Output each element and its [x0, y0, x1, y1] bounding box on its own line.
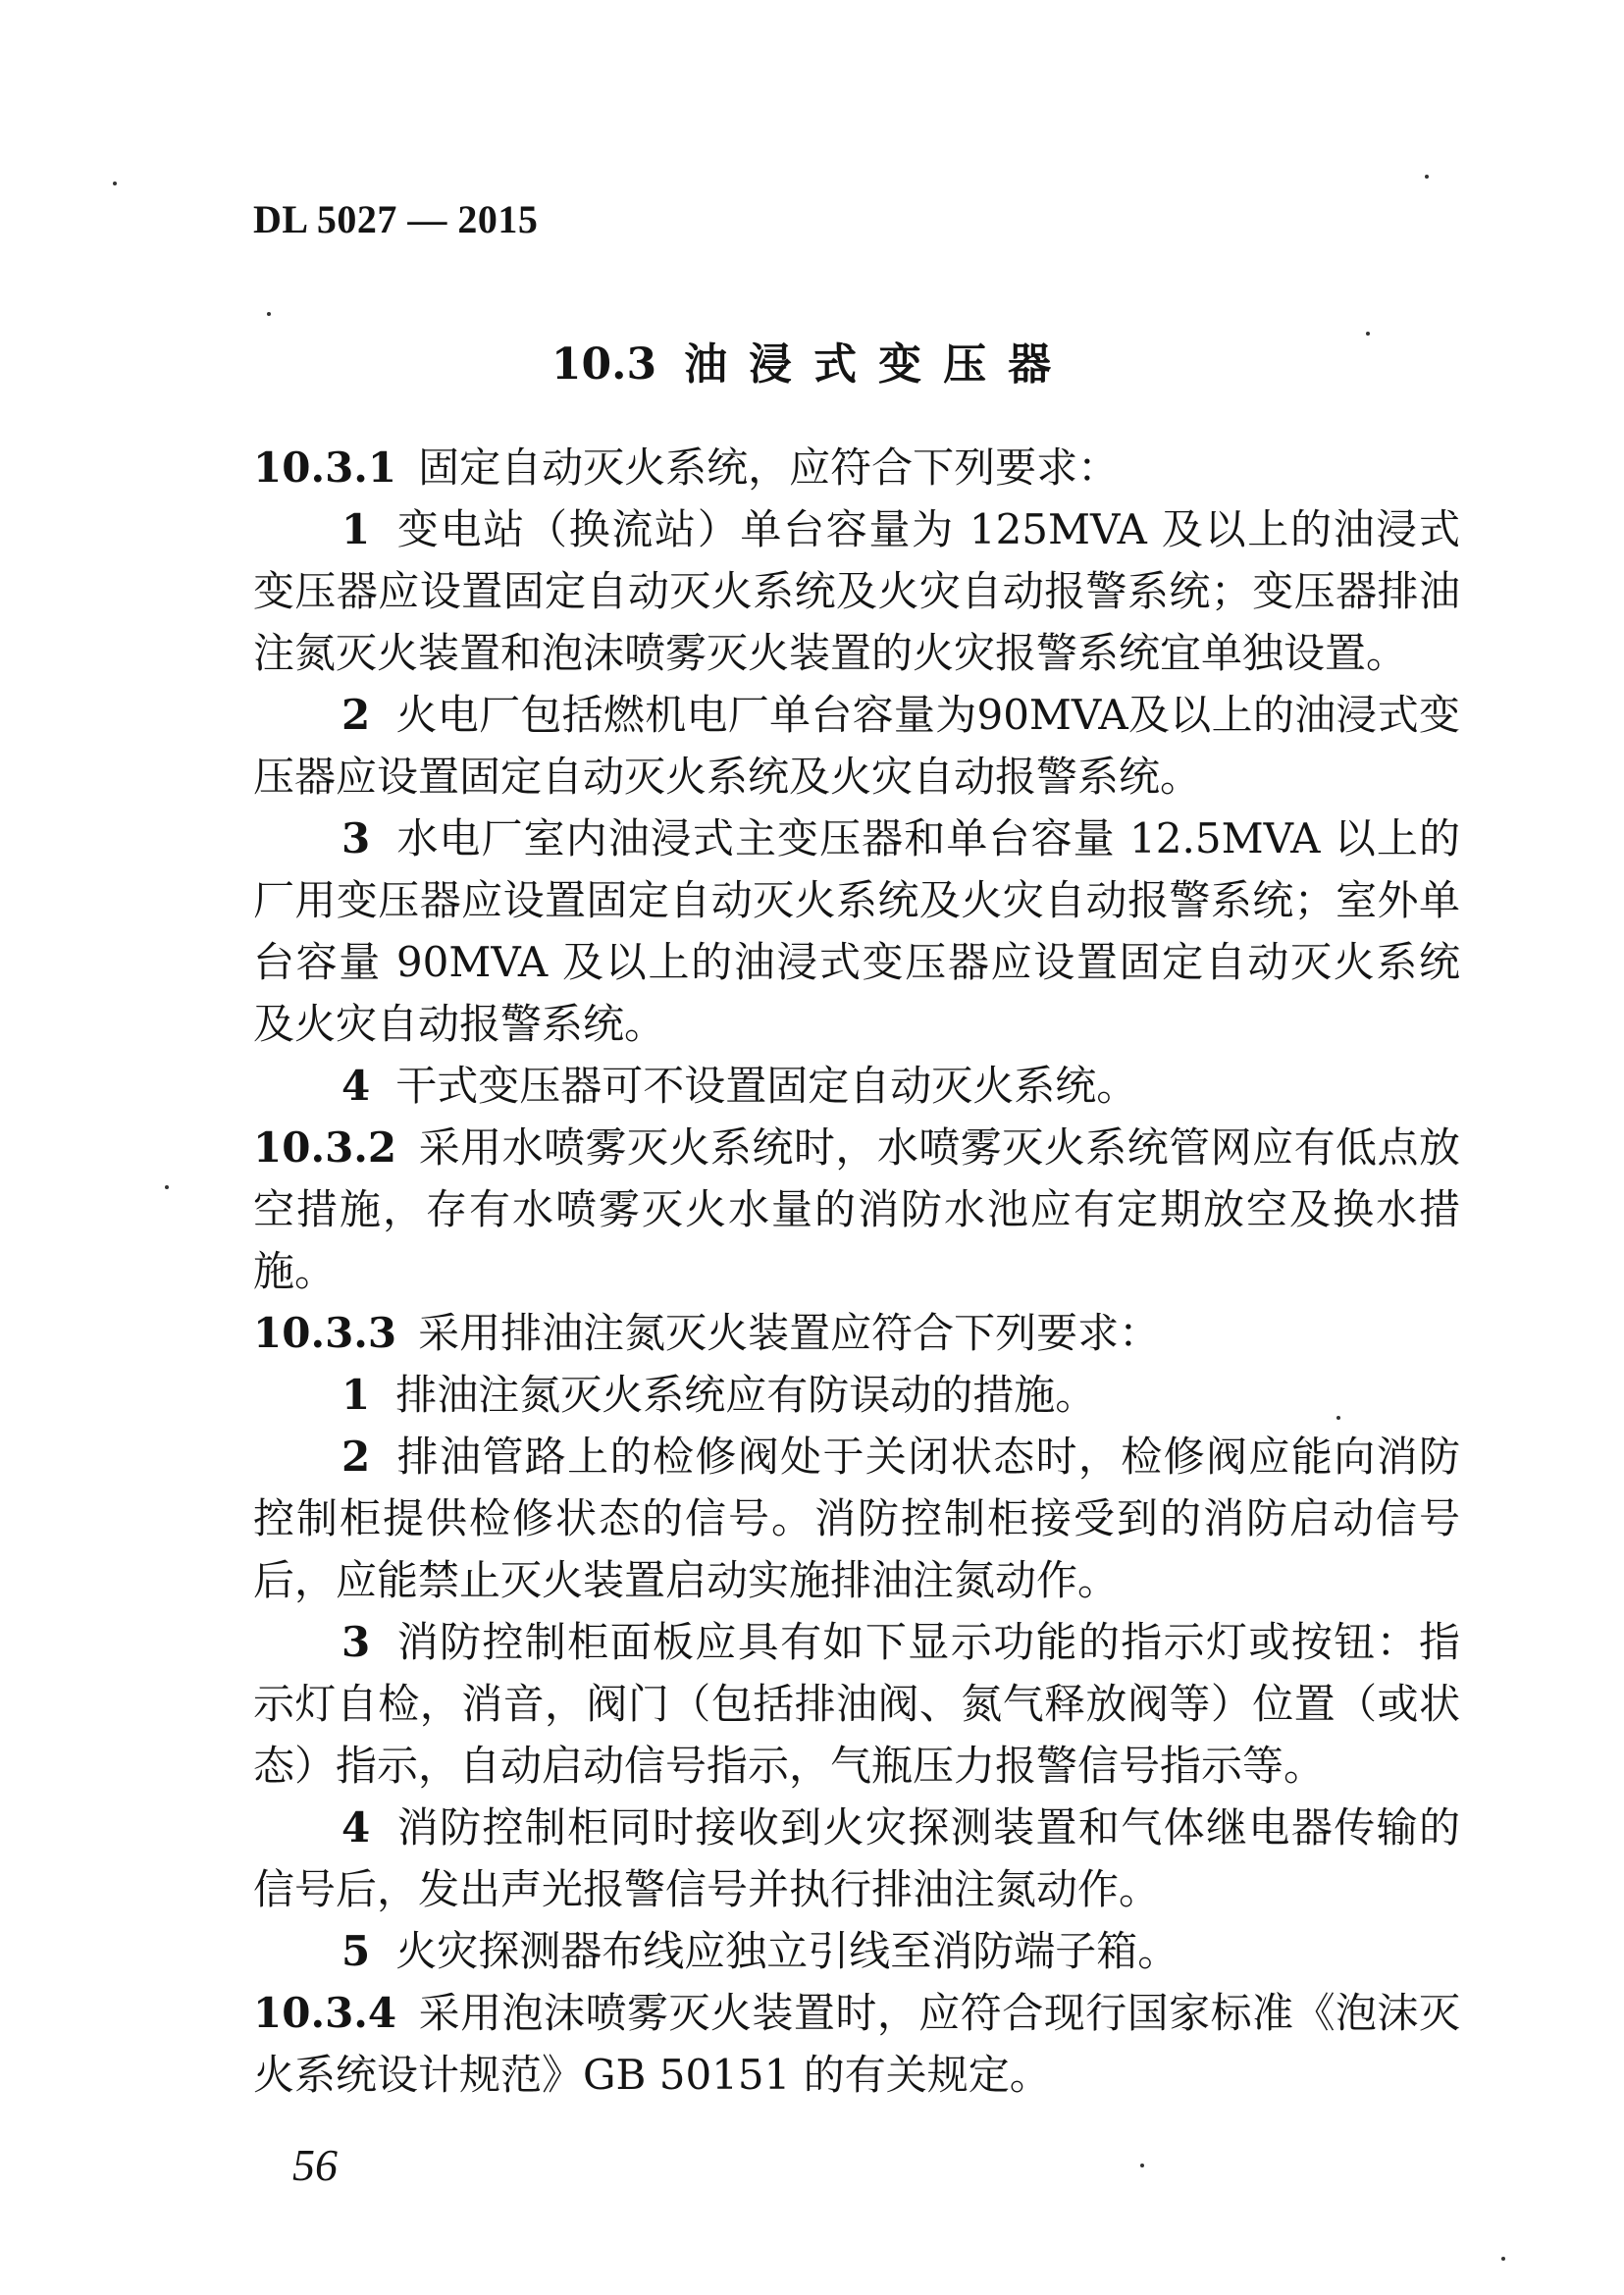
scan-speck [1140, 2164, 1144, 2167]
item-text: 火灾探测器布线应独立引线至消防端子箱。 [395, 1927, 1179, 1975]
item-number: 3 [341, 814, 371, 862]
item-text: 消防控制柜同时接收到火灾探测装置和气体继电器传输的信号后，发出声光报警信号并执行排油注氮动作。 [253, 1803, 1460, 1913]
item-number: 4 [341, 1062, 371, 1110]
list-item [253, 1920, 1460, 1982]
list-item [253, 1364, 1460, 1426]
list-item [253, 1426, 1460, 1611]
item-number: 3 [341, 1618, 371, 1666]
document-body [253, 437, 1460, 2106]
scan-speck [113, 182, 117, 185]
item-number: 2 [341, 691, 371, 739]
item-text: 水电厂室内油浸式主变压器和单台容量 12.5MVA 以上的厂用变压器应设置固定自动灭火系统及火灾自动报警系统；室外单台容量 90MVA 及以上的油浸式变压器应设置固定自动灭火系统及火灾自动报警系统。 [253, 814, 1460, 1048]
scan-speck [267, 312, 271, 316]
item-number: 1 [341, 1371, 371, 1419]
clause-10-3-4 [253, 1982, 1460, 2106]
list-item [253, 684, 1460, 808]
item-number: 1 [341, 505, 371, 553]
scan-speck [165, 1185, 169, 1189]
scan-speck [1501, 2257, 1505, 2261]
item-number: 5 [341, 1927, 371, 1975]
list-item [253, 808, 1460, 1055]
section-title [0, 329, 1624, 391]
item-text: 排油管路上的检修阀处于关闭状态时，检修阀应能向消防控制柜提供检修状态的信号。消防控制柜接受到的消防启动信号后，应能禁止灭火装置启动实施排油注氮动作。 [253, 1433, 1460, 1604]
list-item [253, 1797, 1460, 1920]
clause-10-3-2 [253, 1117, 1460, 1302]
clause-number: 10.3.3 [253, 1309, 397, 1357]
clause-number: 10.3.1 [253, 443, 397, 492]
section-number: 10.3 [550, 339, 657, 390]
scan-speck [1366, 332, 1370, 336]
section-title-text: 油浸式变压器 [684, 339, 1074, 390]
clause-number: 10.3.4 [253, 1989, 397, 2037]
item-number: 4 [341, 1803, 371, 1852]
list-item [253, 1611, 1460, 1797]
clause-10-3-1 [253, 437, 1460, 498]
item-text: 干式变压器可不设置固定自动灭火系统。 [395, 1062, 1138, 1110]
clause-number: 10.3.2 [253, 1123, 397, 1172]
clause-text: 采用排油注氮灭火装置应符合下列要求： [418, 1309, 1161, 1357]
clause-text: 采用泡沫喷雾灭火装置时，应符合现行国家标准《泡沫灭火系统设计规范》GB 50151 的有关规定。 [253, 1989, 1460, 2099]
item-text: 火电厂包括燃机电厂单台容量为90MVA及以上的油浸式变压器应设置固定自动灭火系统及火灾自动报警系统。 [253, 691, 1460, 801]
scan-speck [1425, 175, 1429, 179]
item-text: 消防控制柜面板应具有如下显示功能的指示灯或按钮：指示灯自检，消音，阀门（包括排油阀、氮气释放阀等）位置（或状态）指示，自动启动信号指示，气瓶压力报警信号指示等。 [253, 1618, 1460, 1790]
list-item [253, 1055, 1460, 1117]
clause-text: 固定自动灭火系统，应符合下列要求： [418, 443, 1120, 492]
item-number: 2 [341, 1433, 371, 1481]
list-item [253, 498, 1460, 684]
item-text: 变电站（换流站）单台容量为 125MVA 及以上的油浸式变压器应设置固定自动灭火系统及火灾自动报警系统；变压器排油注氮灭火装置和泡沫喷雾灭火装置的火灾报警系统宜单独设置。 [253, 505, 1460, 677]
scan-speck [1336, 1416, 1340, 1420]
standard-code-header: DL 5027 — 2015 [253, 197, 539, 241]
clause-text: 采用水喷雾灭火系统时，水喷雾灭火系统管网应有低点放空措施，存有水喷雾灭火水量的消防水池应有定期放空及换水措施。 [253, 1123, 1460, 1295]
page-number: 56 [292, 2140, 338, 2190]
clause-10-3-3 [253, 1302, 1460, 1364]
item-text: 排油注氮灭火系统应有防误动的措施。 [395, 1371, 1097, 1419]
